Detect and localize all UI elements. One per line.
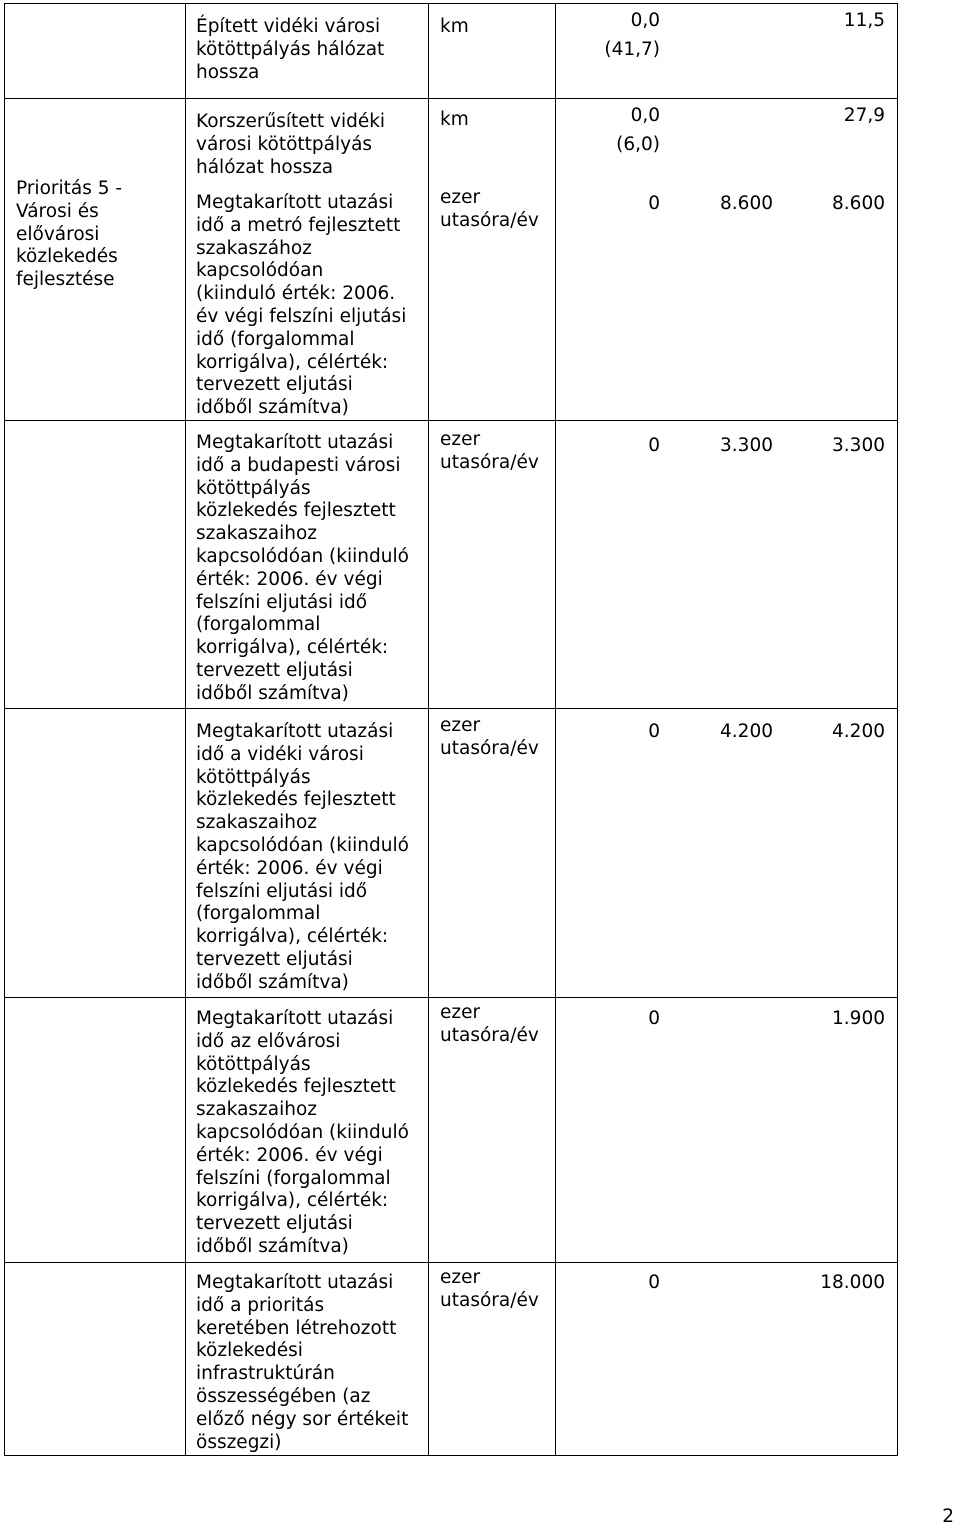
target-value: 18.000 — [820, 1272, 885, 1293]
column-divider — [428, 3, 429, 1456]
indicator-text: Megtakarított utazási idő a vidéki városi kötöttpályás közlekedés fejlesztett szakaszaihoz kapcsolódóan (kiinduló érték: 2006. év végi felszíni eljutási idő (forgalommal korrigálva), célérték: tervezett eljutási időből számítva) — [196, 721, 409, 993]
target-value: 27,9 — [843, 105, 885, 126]
target-value: 1.900 — [832, 1008, 885, 1029]
unit-text: ezer utasóra/év — [440, 1267, 539, 1311]
indicator-text: Megtakarított utazási idő a prioritás keretében létrehozott közlekedési infrastruktúrán összességében (az előző négy sor értékeit összegzi) — [196, 1272, 409, 1453]
mid-value: 4.200 — [720, 721, 773, 742]
column-divider — [185, 3, 186, 1456]
target-value: 3.300 — [832, 435, 885, 456]
base-value: 0,0 — [630, 10, 660, 31]
base-value: 0 — [648, 1008, 660, 1029]
page-number: 2 — [942, 1506, 954, 1527]
priority-label: Prioritás 5 - Városi és elővárosi közlekedés fejlesztése — [16, 178, 123, 291]
row-divider — [4, 997, 898, 998]
column-divider — [555, 3, 556, 1456]
base-value: 0 — [648, 1272, 660, 1293]
table-border-right — [897, 3, 898, 1456]
unit-text: km — [440, 109, 469, 130]
row-divider — [4, 420, 898, 421]
indicator-text: Megtakarított utazási idő az elővárosi kötöttpályás közlekedés fejlesztett szakaszaihoz kapcsolódóan (kiinduló érték: 2006. év végi felszíni (forgalommal korrigálva), célérték: tervezett eljutási időből számítva) — [196, 1008, 409, 1257]
table-border-bottom — [4, 1455, 898, 1456]
row-divider — [4, 98, 898, 99]
base-value-note: (41,7) — [604, 39, 660, 60]
indicator-text: Épített vidéki városi kötöttpályás hálózat hossza — [196, 16, 385, 83]
indicator-text: Megtakarított utazási idő a metró fejlesztett szakaszához kapcsolódóan (kiinduló érték: 2006. év végi felszíni eljutási idő (forgalommal korrigálva), célérték: tervezett eljutási időből számítva) — [196, 192, 407, 419]
mid-value: 3.300 — [720, 435, 773, 456]
unit-text: ezer utasóra/év — [440, 187, 539, 231]
indicator-text: Megtakarított utazási idő a budapesti városi kötöttpályás közlekedés fejlesztett szakaszaihoz kapcsolódóan (kiinduló érték: 2006. év végi felszíni eljutási idő (forgalommal korrigálva), célérték: tervezett eljutási időből számítva) — [196, 432, 409, 704]
row-divider — [4, 1262, 898, 1263]
target-value: 11,5 — [843, 10, 885, 31]
target-value: 8.600 — [832, 193, 885, 214]
base-value-note: (6,0) — [616, 134, 660, 155]
base-value: 0 — [648, 193, 660, 214]
unit-text: ezer utasóra/év — [440, 429, 539, 473]
unit-text: ezer utasóra/év — [440, 1002, 539, 1046]
table-border-top — [4, 3, 898, 4]
target-value: 4.200 — [832, 721, 885, 742]
row-divider — [4, 708, 898, 709]
base-value: 0,0 — [630, 105, 660, 126]
table-border-left — [4, 3, 5, 1456]
base-value: 0 — [648, 435, 660, 456]
mid-value: 8.600 — [720, 193, 773, 214]
indicator-text: Korszerűsített vidéki városi kötöttpályás hálózat hossza — [196, 111, 386, 178]
base-value: 0 — [648, 721, 660, 742]
unit-text: km — [440, 16, 469, 37]
unit-text: ezer utasóra/év — [440, 715, 539, 759]
